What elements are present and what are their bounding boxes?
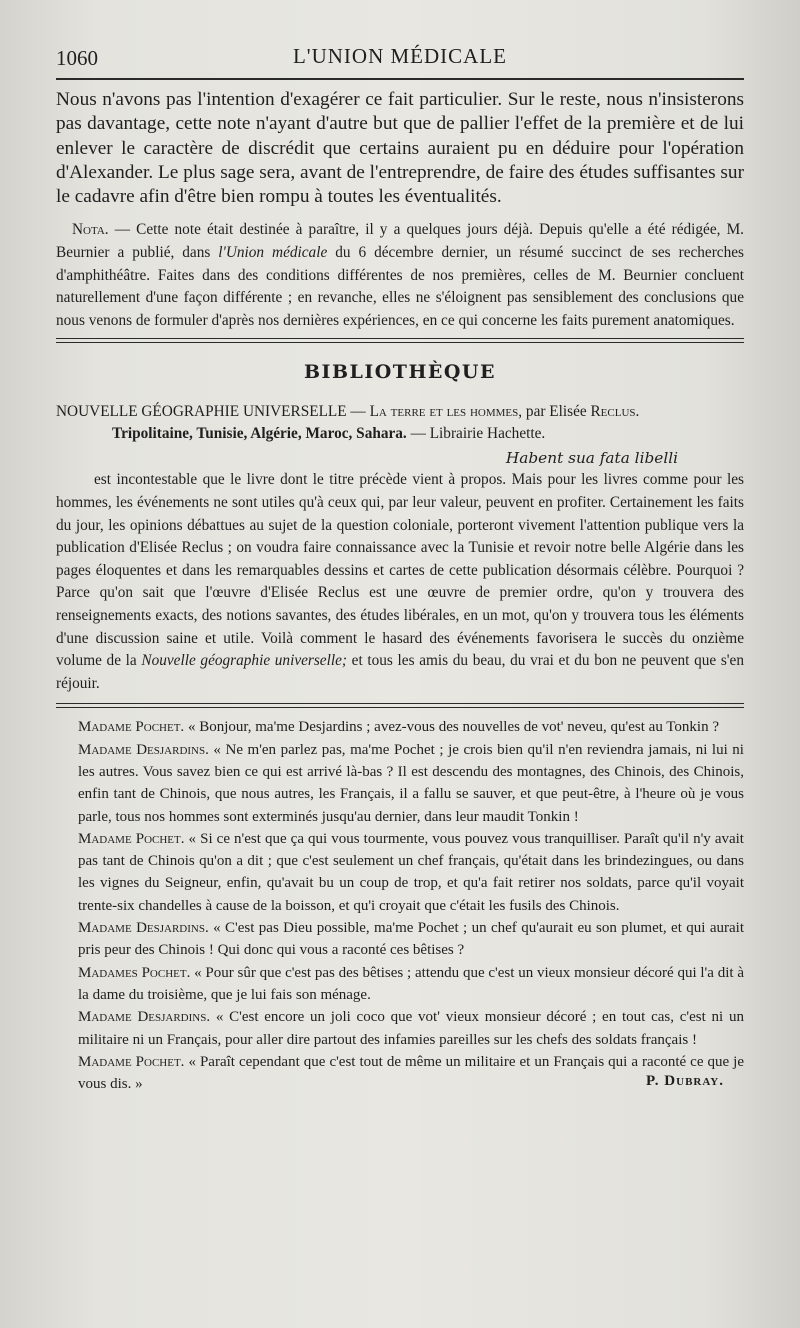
epigraph: Habent sua fata libelli (505, 449, 678, 468)
bib-by: , par Elisée (518, 403, 591, 421)
review-title: Nouvelle géographie universelle; (141, 652, 347, 670)
bib-volume (56, 423, 744, 445)
nota-journal: l'Union médicale (218, 244, 328, 262)
dialogue-speaker: Madames Pochet. (78, 964, 191, 981)
dialogue-line (56, 962, 744, 1007)
dialogue-text: « Ne m'en parlez pas, ma'me Pochet ; je crois bien qu'il n'en reviendra jamais, ni lui ni les autres. Vous savez bien ce qui est arrivé là-bas ? Il est descendu des montagnes, des Chinois, des Chinois, enfin tant de Chinois, que nous autres, les Français, il a fallu se sauver, et que peut-être, à l'heure où je vous parle, tous nos hommes sont exterminés jusqu'au dernier, dans leur maudit Tonkin ! (78, 741, 744, 825)
header-rule (56, 78, 744, 80)
dialogue-text: « Pour sûr que c'est pas des bêtises ; attendu que c'est un vieux monsieur décoré qui l'a dit à la dame du troisième, que je lui fais son ménage. (78, 964, 744, 1003)
section-divider (56, 338, 744, 343)
dialogue-line (56, 739, 744, 828)
dialogue-divider (56, 703, 744, 708)
dialogue-text: « Si ce n'est que ça qui vous tourmente, vous pouvez vous tranquilliser. Paraît qu'il n'y avait pas tant de Chinois qu'on a dit ; que c'est seulement un chef français, qu'était dans les brindezingues, ou dans les vignes du Seigneur, enfin, qu'avait bu un coup de trop, et qu'a fait retirer nos soldats, parce qu'il voyait trente-six chandelles à cause de la boisson, et qu'i croyait que c'était les fusils des Chinois. (78, 830, 744, 914)
nota-text-before: — Cette note était destinée à paraître, il y a quelques jours déjà. Depuis qu'elle a été rédigée, M. Beurnier a publié, dans (56, 221, 744, 262)
nota-label: Nota. (72, 221, 109, 239)
bibliography-entry (56, 401, 744, 445)
signature: P. Dubray. (646, 1073, 724, 1090)
page-content (56, 38, 744, 1093)
dialogue-text: « Bonjour, ma'me Desjardins ; avez-vous des nouvelles de vot' neveu, qu'est au Tonkin ? (184, 719, 720, 736)
running-header (56, 38, 744, 78)
review-paragraph (56, 469, 744, 695)
dialogue-speaker: Madame Pochet. (78, 1053, 185, 1070)
dialogue-text: « Paraît cependant que c'est tout de même un militaire et un Français qui a raconté ce que je vous dis. » (78, 1053, 744, 1093)
journal-title: L'UNION MÉDICALE (292, 44, 507, 68)
bib-volume-title: Tripolitaine, Tunisie, Algérie, Maroc, Sahara. (112, 425, 407, 443)
section-title: BIBLIOTHÈQUE (304, 361, 496, 384)
dialogue-line (56, 1006, 744, 1051)
page-number: 1060 (56, 46, 98, 70)
review-text-b: et tous les amis du beau, du vrai et du bon ne peuvent que s'en réjouir. (56, 652, 744, 692)
dialogue-line (56, 917, 744, 962)
bib-subtitle: La terre et les hommes (369, 403, 519, 421)
dialogue-line (56, 1051, 744, 1096)
bib-publisher: — Librairie Hachette. (406, 425, 546, 443)
bib-author: Reclus (590, 403, 636, 421)
nota-paragraph (56, 219, 744, 332)
review-text-a: est incontestable que le livre dont le titre précède vient à propos. Mais pour les livres comme pour les hommes, les événements ne sont utiles qu'à ceux qui, par leur valeur, peuvent en profiter. Certainement les faits du jour, les opinions débattues au sujet de la question coloniale, porteront vivement l'attention publique vers la publication d'Elisée Reclus ; on voudra faire connaissance avec la Tunisie et revoir notre belle Algérie dans les pages éloquentes et dans les remarquables dessins et cartes de cette publication désormais célèbre. Pourquoi ? Parce qu'on sait que l'œuvre d'Elisée Reclus est une œuvre de premier ordre, qu'on y trouvera des renseignements exacts, des notions savantes, des études libérales, en un mot, qu'on y trouvera tous les éléments d'une discussion saine et utile. Voilà comment le hasard des événements favorisera le succès du onzième volume de la (56, 471, 744, 670)
dialogue-text: « C'est pas Dieu possible, ma'me Pochet ; un chef qu'aurait eu son plumet, et qui aurait pris peur des Chinois ! Qui donc qui vous a raconté ces bêtises ? (78, 920, 744, 959)
dialogue-text: « C'est encore un joli coco que vot' vieux monsieur décoré ; en tout cas, c'est ni un militaire ni un Français, pour aller dire partout des infamies pareilles sur les chefs des soldats français ! (78, 1009, 744, 1048)
dialogue-line (56, 716, 744, 738)
bib-period: . (635, 403, 640, 421)
dialogue-speaker: Madame Pochet. (78, 830, 185, 847)
dialogue-section (56, 716, 744, 1095)
bib-series: NOUVELLE GÉOGRAPHIE UNIVERSELLE — (56, 403, 370, 421)
lead-paragraph: Nous n'avons pas l'intention d'exagérer ce fait particulier. Sur le reste, nous n'insisterons pas davantage, cette note n'ayant d'autre but que de pallier l'effet de la première et de lui enlever le caractère de discrédit que certains auraient pu en déduire pour l'opération d'Alexander. Le plus sage sera, avant de l'entreprendre, de faire des études suffisantes sur le cadavre afin d'être bien rompu à toutes les éventualités. (56, 89, 744, 208)
dialogue-speaker: Madame Desjardins. (78, 920, 209, 937)
nota-text-after: du 6 décembre dernier, un résumé succinct de ses recherches d'amphithéâtre. Faites dans des conditions différentes de nos premières, celles de M. Beurnier concluent naturellement d'une façon différente ; en revanche, elles ne s'éloignent pas sensiblement des conclusions que nous venons de formuler d'après nos dernières expériences, en ce qui concerne les faits purement anatomiques. (56, 244, 744, 329)
dialogue-speaker: Madame Pochet. (78, 719, 185, 736)
dialogue-line (56, 828, 744, 917)
dialogue-speaker: Madame Desjardins. (78, 1009, 211, 1026)
dialogue-speaker: Madame Desjardins. (78, 741, 209, 758)
